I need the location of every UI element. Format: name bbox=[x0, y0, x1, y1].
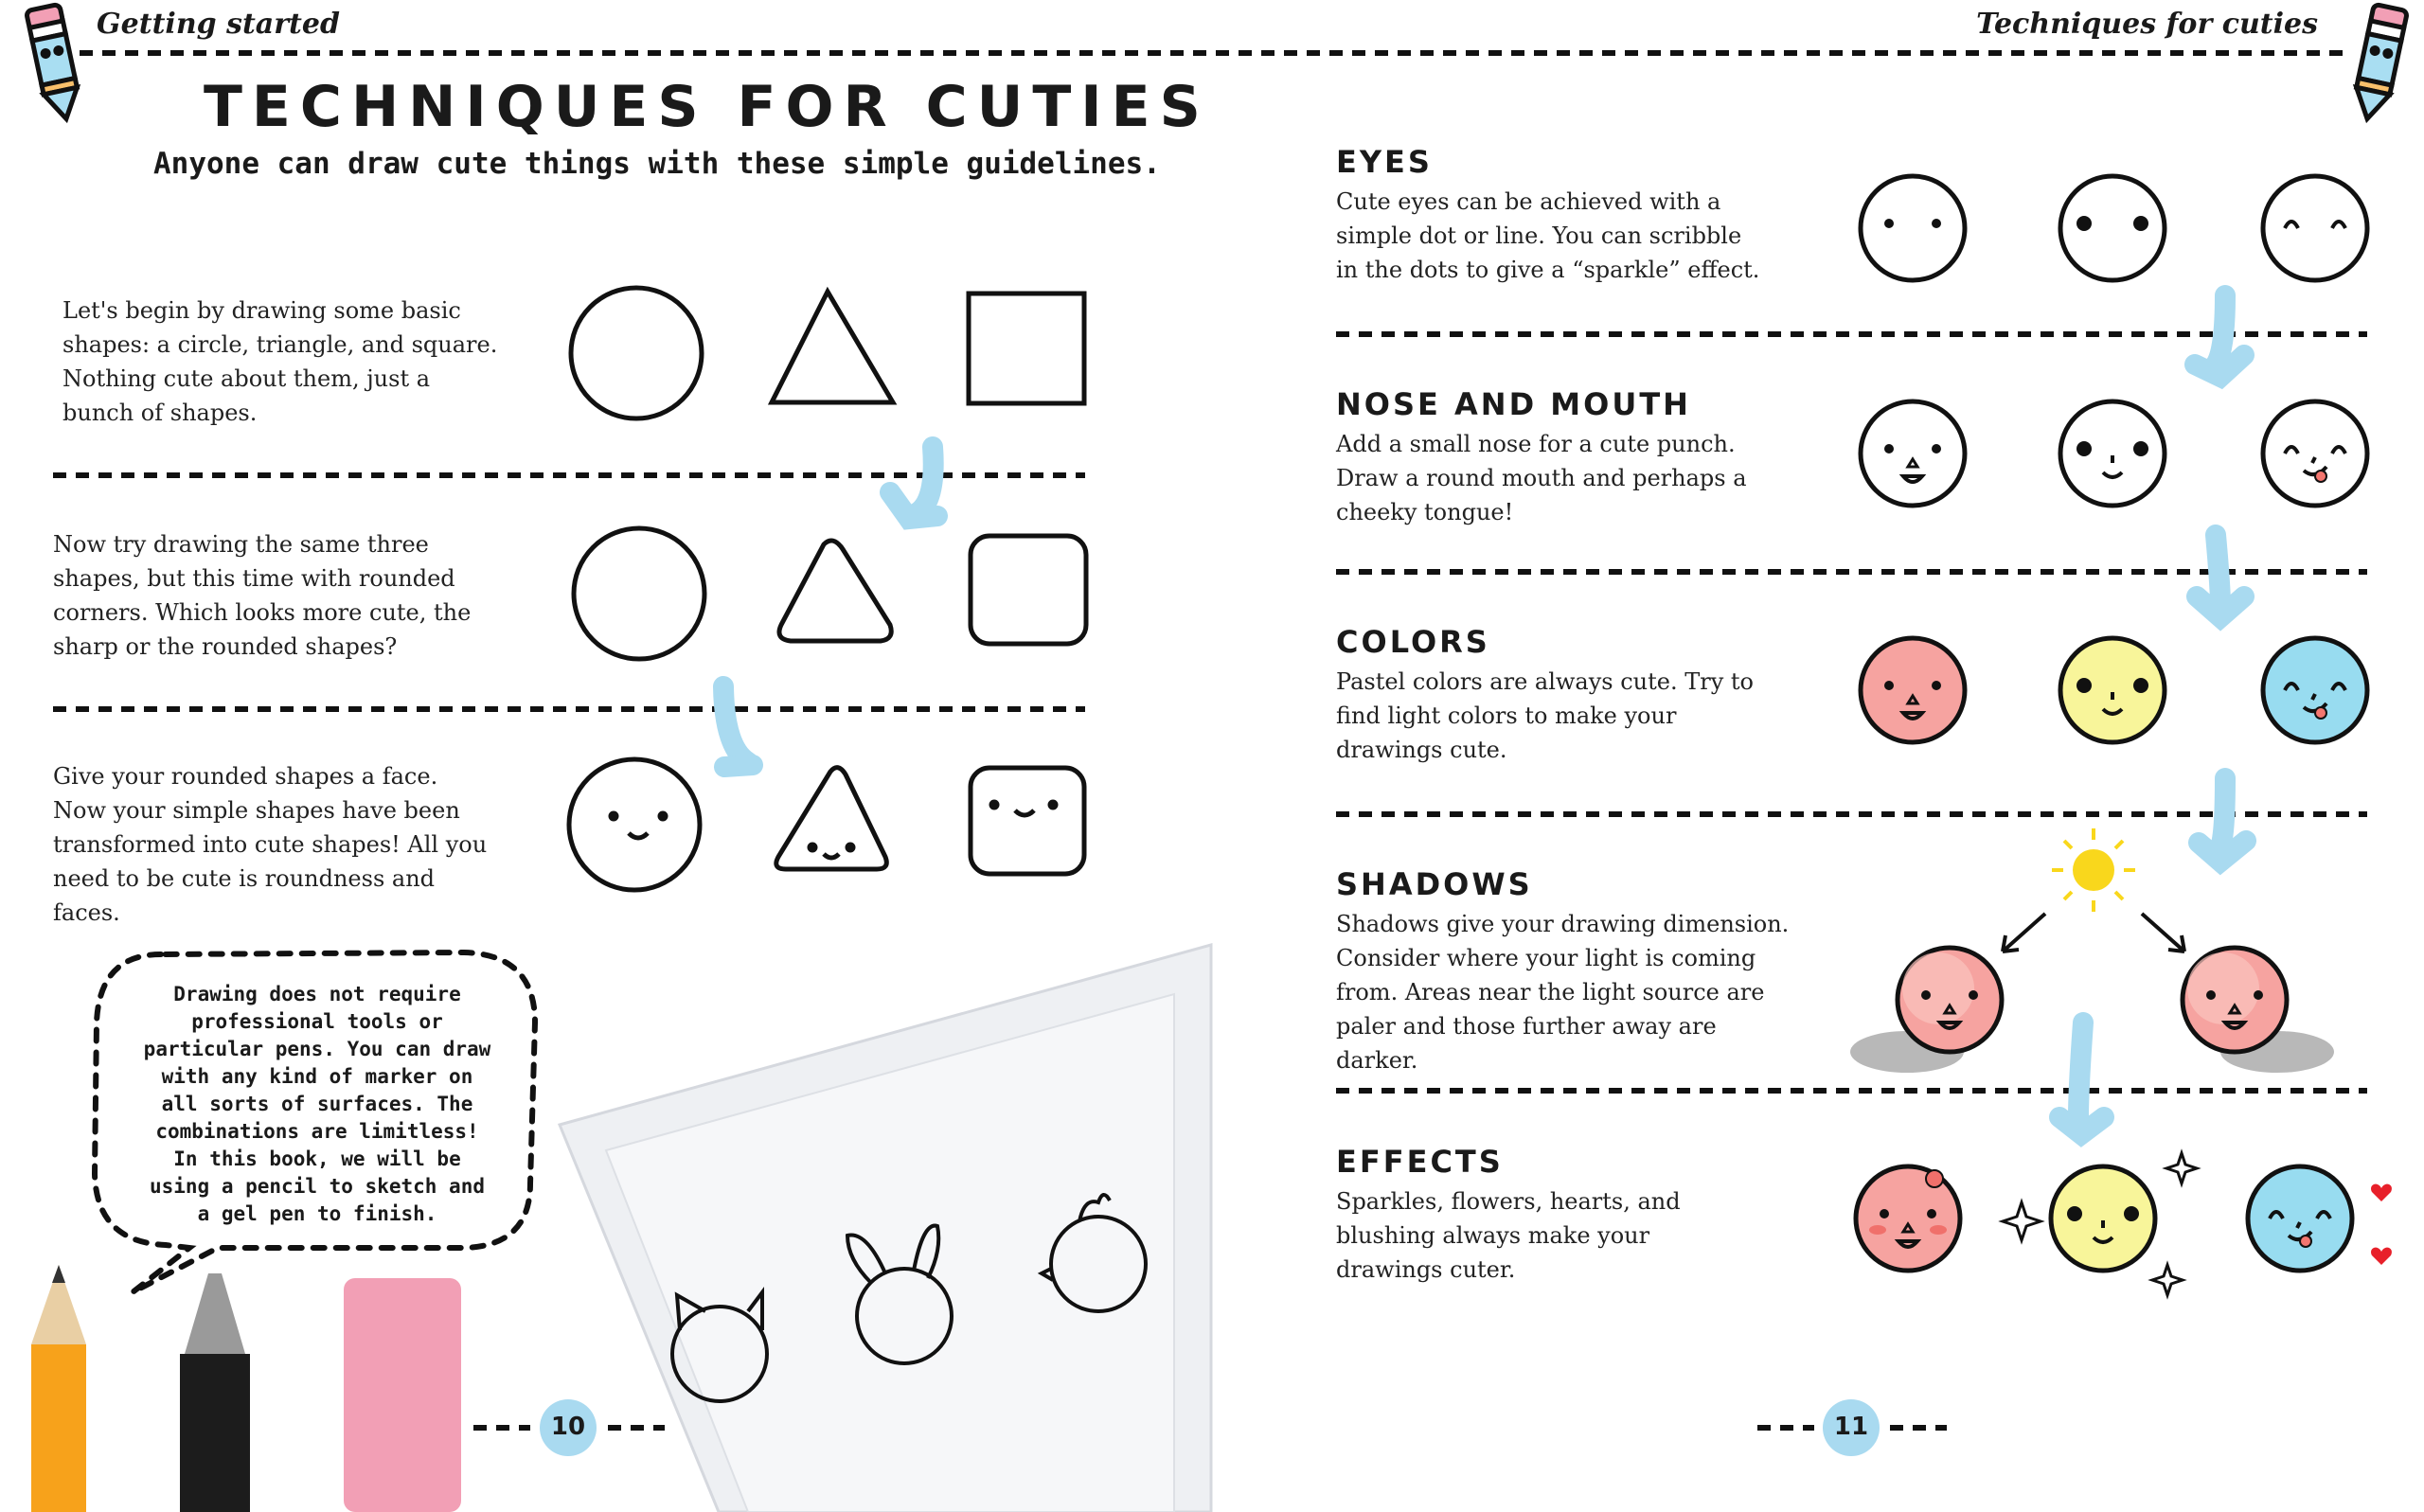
face-drawing bbox=[2263, 401, 2367, 506]
arrow-icon bbox=[2216, 295, 2225, 365]
face-illustrations bbox=[1850, 176, 2367, 1271]
step-text: Let's begin by drawing some basic shapes: a circle, triangle, and square. Nothing cute about them, just a bunch of shapes. bbox=[62, 297, 498, 426]
face-drawing bbox=[2060, 401, 2165, 506]
running-header-right: Techniques for cuties bbox=[1976, 8, 2318, 41]
section-text: Sparkles, flowers, hearts, and blushing always make your drawings cuter. bbox=[1336, 1188, 1681, 1283]
section-title: EFFECTS bbox=[1336, 1144, 1504, 1180]
section-text: Add a small nose for a cute punch. Draw a round mouth and perhaps a cheeky tongue! bbox=[1336, 431, 1747, 525]
pencil-mascot-icon bbox=[26, 4, 82, 122]
section-text: Pastel colors are always cute. Try to find light colors to make your drawings cute. bbox=[1336, 668, 1754, 763]
heart-icons bbox=[2371, 1184, 2392, 1265]
step-text: Now try drawing the same three shapes, but this time with rounded corners. Which looks more cute, the sharp or the rounded shapes? bbox=[53, 531, 472, 660]
rounded-circle-shape bbox=[574, 528, 704, 659]
arrow-icon bbox=[2216, 535, 2220, 606]
section-title: SHADOWS bbox=[1336, 866, 1533, 902]
face-drawing bbox=[2060, 638, 2165, 742]
pencil-mascot-icon bbox=[2350, 4, 2407, 122]
face-drawing bbox=[1850, 948, 2002, 1073]
arrow-icon bbox=[2220, 778, 2225, 847]
face-drawing bbox=[2263, 638, 2367, 742]
eraser-photo bbox=[344, 1278, 461, 1512]
rounded-shapes bbox=[574, 528, 1086, 659]
face-drawing bbox=[2263, 176, 2367, 280]
arrow-icon bbox=[723, 686, 748, 762]
gel-pen-photo bbox=[180, 1273, 250, 1512]
face-drawing bbox=[2248, 1166, 2352, 1271]
page-title: TECHNIQUES FOR CUTIES bbox=[204, 74, 1210, 140]
arrow-icon bbox=[909, 447, 934, 516]
page-number: 10 bbox=[550, 1413, 586, 1441]
section-title: COLORS bbox=[1336, 624, 1490, 660]
face-drawing bbox=[2060, 176, 2165, 280]
face-drawing bbox=[2183, 948, 2334, 1073]
section-title: NOSE AND MOUTH bbox=[1336, 386, 1691, 422]
face-drawing bbox=[1861, 638, 1965, 742]
face-drawing bbox=[1861, 176, 1965, 280]
section-title: EYES bbox=[1336, 144, 1433, 180]
sun-icon bbox=[2052, 828, 2135, 912]
triangle-shape bbox=[772, 292, 893, 402]
face-drawing bbox=[2051, 1166, 2155, 1271]
running-header-left: Getting started bbox=[97, 8, 340, 41]
speech-bubble-text: Drawing does not require professional tools or particular pens. You can draw with any kind of marker on all sorts of surfaces. The combinations are limitless! In this book, we will be using a pencil to sketch and a gel pen to finish. bbox=[143, 983, 491, 1225]
rounded-square-shape bbox=[971, 536, 1086, 644]
light-direction-arrows bbox=[2003, 914, 2184, 952]
section-text: Shadows give your drawing dimension. Consider where your light is coming from. Areas near the light source are paler and those further away are darker. bbox=[1336, 911, 1790, 1074]
basic-shapes bbox=[571, 288, 1084, 418]
page-subtitle: Anyone can draw cute things with these simple guidelines. bbox=[153, 147, 1161, 181]
arrow-icon bbox=[2078, 1023, 2083, 1117]
flower-icon bbox=[1926, 1170, 1943, 1187]
circle-shape bbox=[571, 288, 702, 418]
rounded-triangle-shape bbox=[779, 541, 891, 641]
face-drawing bbox=[1861, 401, 1965, 506]
face-drawing bbox=[1856, 1166, 1960, 1271]
square-shape bbox=[969, 294, 1084, 403]
section-text: Cute eyes can be achieved with a simple dot or line. You can scribble in the dots to give a “sparkle” effect. bbox=[1336, 188, 1760, 283]
pencil-photo bbox=[31, 1265, 86, 1512]
cute-shapes bbox=[569, 759, 1084, 890]
step-text: Give your rounded shapes a face. Now your simple shapes have been transformed into cute shapes! All you need to be cute is roundness and faces. bbox=[53, 763, 488, 926]
page-number: 11 bbox=[1833, 1413, 1869, 1441]
